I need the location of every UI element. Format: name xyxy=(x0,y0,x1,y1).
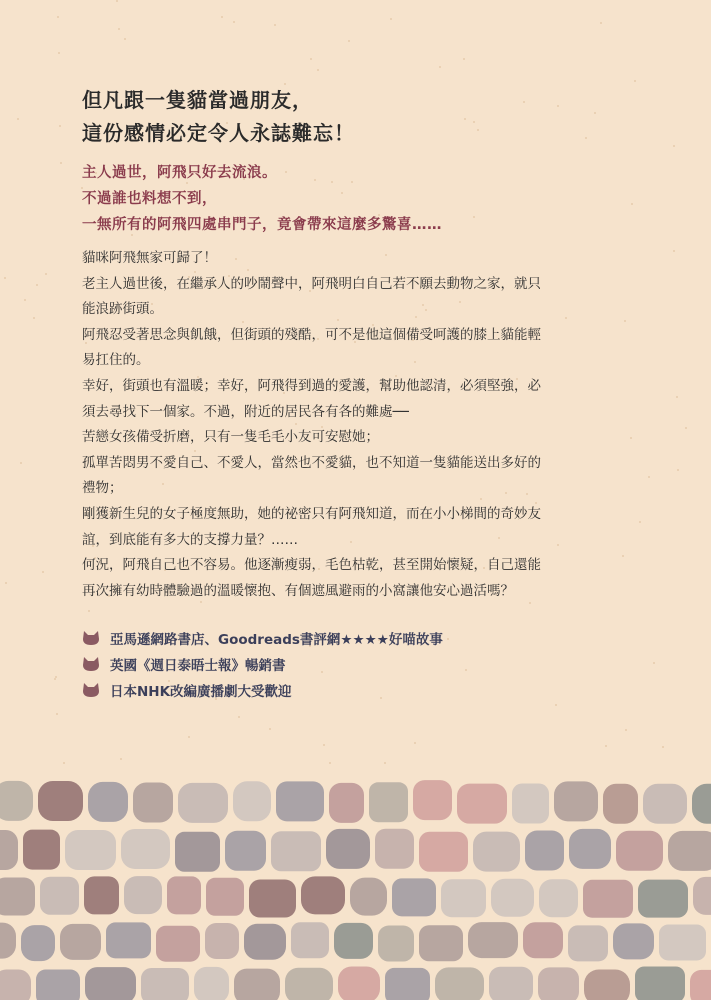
cobblestone xyxy=(40,877,79,915)
paper-speck xyxy=(625,729,627,731)
paper-speck xyxy=(463,58,465,60)
cobblestone xyxy=(225,831,266,871)
paper-speck xyxy=(439,66,441,68)
paper-speck xyxy=(36,284,38,286)
cobblestone xyxy=(178,783,228,823)
cobblestone xyxy=(194,967,229,1000)
cobblestone xyxy=(523,922,563,958)
body-line: 何況，阿飛自己也不容易。他逐漸瘦弱，毛色枯乾，甚至開始懷疑，自己還能 xyxy=(82,557,541,574)
cobblestone xyxy=(233,781,271,821)
cobblestone xyxy=(473,832,520,872)
cobblestone xyxy=(0,830,18,870)
cobblestone xyxy=(441,879,486,917)
cobblestone xyxy=(88,782,128,822)
paper-speck xyxy=(88,610,90,612)
cobblestone xyxy=(133,783,173,823)
cobblestone xyxy=(329,783,364,823)
feature-text: 亞馬遜網路書店、Goodreads書評網★★★★好喵故事 xyxy=(110,632,443,648)
cobblestone xyxy=(584,969,630,1000)
cobblestone xyxy=(638,880,688,918)
cobblestone xyxy=(21,925,55,961)
paper-speck xyxy=(56,713,58,715)
cobblestone xyxy=(554,781,598,821)
cobblestone xyxy=(23,830,60,870)
headline xyxy=(82,84,355,150)
body-line: 老主人過世後，在繼承人的吵鬧聲中，阿飛明白自己若不願去動物之家，就只 xyxy=(82,275,541,292)
paper-speck xyxy=(447,638,449,640)
cobblestone xyxy=(378,926,414,962)
paper-speck xyxy=(648,476,650,478)
paper-speck xyxy=(5,582,7,584)
subheadline-line-2: 不過誰也料想不到， xyxy=(82,191,217,207)
cobblestone xyxy=(334,923,373,959)
paper-speck xyxy=(20,462,22,464)
paper-speck xyxy=(59,125,61,127)
feature-text: 英國《週日泰晤士報》暢銷書 xyxy=(110,658,286,674)
paper-speck xyxy=(120,758,122,760)
cobblestone xyxy=(0,877,35,915)
paper-speck xyxy=(673,250,675,252)
cobblestone xyxy=(65,830,116,870)
paper-speck xyxy=(557,105,559,107)
paper-speck xyxy=(473,216,475,218)
cobblestone xyxy=(525,831,564,871)
cobblestone xyxy=(568,925,608,961)
cobblestone xyxy=(457,784,507,824)
cat-head-icon xyxy=(82,630,100,646)
cobblestone xyxy=(175,832,220,872)
paper-speck xyxy=(605,745,607,747)
cobblestone xyxy=(693,877,711,915)
body-line: 須去尋找下一個家。不過，附近的居民各有各的難處── xyxy=(82,403,409,420)
paper-speck xyxy=(317,69,319,71)
cobblestone xyxy=(84,876,119,914)
paper-speck xyxy=(677,469,679,471)
paper-speck xyxy=(310,58,312,60)
paper-speck xyxy=(269,728,271,730)
body-line: 再次擁有幼時體驗過的溫暖懷抱、有個遮風避雨的小窩讓他安心過活嗎？ xyxy=(82,582,514,599)
cobblestone xyxy=(338,966,380,1000)
cobblestone xyxy=(234,969,280,1000)
paper-speck xyxy=(676,396,678,398)
paper-speck xyxy=(60,162,62,164)
paper-speck xyxy=(631,203,633,205)
paper-speck xyxy=(221,16,223,18)
body-line: 幸好，街頭也有溫暖；幸好，阿飛得到過的愛護，幫助他認清，必須堅強，必 xyxy=(82,377,541,394)
cobblestone xyxy=(205,923,239,959)
paper-speck xyxy=(116,0,118,2)
synopsis-body xyxy=(82,246,632,604)
cobblestone xyxy=(419,925,463,961)
cobblestone xyxy=(385,968,430,1000)
paper-speck xyxy=(473,121,475,123)
feature-list xyxy=(82,625,443,703)
paper-speck xyxy=(390,18,392,20)
cobblestone xyxy=(36,969,80,1000)
cobblestone xyxy=(375,829,414,869)
paper-speck xyxy=(523,101,525,103)
body-line: 能浪跡街頭。 xyxy=(82,301,163,318)
feature-item xyxy=(82,677,443,703)
cobblestone xyxy=(0,781,33,821)
cat-head-icon xyxy=(82,656,100,672)
subheadline-line-3: 一無所有的阿飛四處串門子，竟會帶來這麼多驚喜…… xyxy=(82,217,442,233)
paper-speck xyxy=(555,704,557,706)
cobblestone xyxy=(271,831,321,871)
body-line: 剛獲新生兒的女子極度無助，她的祕密只有阿飛知道，而在小小梯間的奇妙友 xyxy=(82,505,541,522)
cobblestone xyxy=(413,780,452,820)
cobblestone xyxy=(539,879,578,917)
paper-speck xyxy=(634,80,636,82)
paper-speck xyxy=(42,571,44,573)
cobblestone xyxy=(419,832,468,872)
cobblestone xyxy=(167,876,201,914)
paper-speck xyxy=(118,28,120,30)
feature-item xyxy=(82,625,443,651)
cobblestone xyxy=(121,829,170,869)
paper-speck xyxy=(673,145,675,147)
paper-speck xyxy=(188,736,190,738)
feature-text: 日本NHK改編廣播劇大受歡迎 xyxy=(110,684,292,700)
headline-line-2: 這份感情必定令人永誌難忘！ xyxy=(82,121,355,145)
body-line: 阿飛忍受著思念與飢餓，但街頭的殘酷，可不是他這個備受呵護的膝上貓能輕 xyxy=(82,326,541,343)
paper-speck xyxy=(4,277,6,279)
body-line: 苦戀女孩備受折磨，只有一隻毛毛小友可安慰她； xyxy=(82,429,379,446)
cobblestone xyxy=(124,876,162,914)
paper-speck xyxy=(465,669,467,671)
paper-speck xyxy=(24,299,26,301)
paper-speck xyxy=(58,52,60,54)
paper-speck xyxy=(477,129,479,131)
cobblestone xyxy=(291,922,329,958)
cobblestone xyxy=(301,876,345,914)
cobblestone xyxy=(435,967,484,1000)
cobblestone xyxy=(369,782,408,822)
paper-speck xyxy=(274,24,276,26)
cobblestone xyxy=(392,878,436,916)
cobblestone xyxy=(326,829,370,869)
headline-line-1: 但凡跟一隻貓當過朋友， xyxy=(82,88,313,112)
cobblestone xyxy=(206,878,244,916)
cobblestone xyxy=(538,967,579,1000)
cobblestone xyxy=(85,967,136,1000)
cobblestone xyxy=(276,781,324,821)
paper-speck xyxy=(233,21,235,23)
paper-speck xyxy=(63,762,65,764)
paper-speck xyxy=(329,762,331,764)
paper-speck xyxy=(33,317,35,319)
cobblestone xyxy=(643,784,687,824)
cobblestone xyxy=(0,923,16,959)
cobblestone xyxy=(60,924,101,960)
cobblestone xyxy=(512,784,549,824)
paper-speck xyxy=(600,22,602,24)
paper-speck xyxy=(464,118,466,120)
subheadline xyxy=(82,160,442,238)
paper-speck xyxy=(57,16,59,18)
paper-speck xyxy=(585,137,587,139)
paper-speck xyxy=(653,662,655,664)
cobblestone xyxy=(692,784,711,824)
cobblestone xyxy=(468,922,518,958)
subheadline-line-1: 主人過世，阿飛只好去流浪。 xyxy=(82,165,277,181)
cobblestone xyxy=(635,966,685,1000)
body-line: 易扛住的。 xyxy=(82,352,150,369)
paper-speck xyxy=(414,742,416,744)
cobblestone xyxy=(38,781,83,821)
cobblestone xyxy=(491,879,534,917)
cobblestone xyxy=(285,968,333,1000)
cobblestone xyxy=(156,926,200,962)
paper-speck xyxy=(384,762,386,764)
cat-head-icon xyxy=(82,682,100,698)
paper-speck xyxy=(639,521,641,523)
cobblestone xyxy=(613,923,654,959)
cobblestone xyxy=(249,880,296,918)
paper-speck xyxy=(323,744,325,746)
cobblestone xyxy=(489,967,533,1000)
paper-speck xyxy=(54,678,56,680)
body-line: 貓咪阿飛無家可歸了！ xyxy=(82,250,217,266)
body-line: 誼，到底能有多大的支撐力量？…… xyxy=(82,531,298,548)
cobblestone xyxy=(583,880,633,918)
cobblestone xyxy=(603,784,638,824)
cobblestone xyxy=(659,925,706,961)
body-line: 禮物； xyxy=(82,480,123,497)
cobblestone xyxy=(141,968,189,1000)
cobblestone xyxy=(0,969,31,1000)
cobblestone xyxy=(106,922,151,958)
cobblestone xyxy=(350,878,387,916)
cobblestone xyxy=(244,924,286,960)
paper-speck xyxy=(45,273,47,275)
cobblestone xyxy=(690,970,711,1000)
cobblestone-border-illustration xyxy=(0,770,711,1000)
cobblestone xyxy=(616,831,663,871)
cobblestone xyxy=(569,829,611,869)
paper-speck xyxy=(17,118,19,120)
cobblestone xyxy=(668,831,711,871)
paper-speck xyxy=(594,112,596,114)
paper-speck xyxy=(238,716,240,718)
paper-speck xyxy=(685,427,687,429)
feature-item xyxy=(82,651,443,677)
paper-speck xyxy=(124,38,126,40)
paper-speck xyxy=(348,40,350,42)
paper-speck xyxy=(662,746,664,748)
body-line: 孤單苦悶男不愛自己、不愛人，當然也不愛貓，也不知道一隻貓能送出多好的 xyxy=(82,454,541,471)
